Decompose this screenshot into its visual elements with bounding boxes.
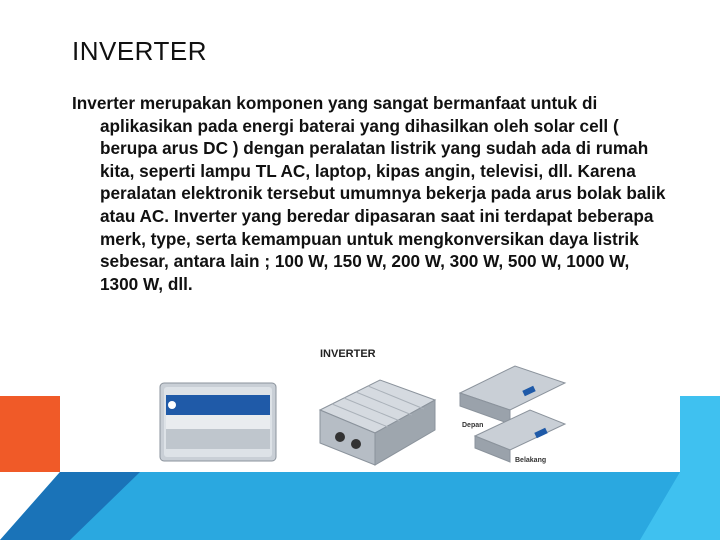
power-inverter-image-1 [158,375,278,470]
power-inverter-image-3 [455,358,570,470]
orange-corner-shape [0,396,60,472]
label-front: Depan [462,422,484,429]
slide-title: INVERTER [72,36,207,66]
label-back: Belakang [515,457,547,464]
slide-body-text: Inverter merupakan komponen yang sangat bermanfaat untuk di aplikasikan pada energi baterai yang dihasilkan oleh solar cell ( berupa arus DC ) dengan peralatan listrik yang sudah ada di rumah kita, seperti lampu TL AC, laptop, kipas angin, televisi, dll. Karena peralatan elektronik tersebut umumnya bekerja pada arus bolak balik atau AC. Inverter yang beredar dipasaran saat ini terdapat beberapa merk, type, serta kemampuan untuk mengkonversikan daya listrik sebesar, antara lain ; 100 W, 150 W, 200 W, 300 W, 500 W, 1000 W, 1300 W, dll. [72,93,666,294]
inverter-figure [150,340,570,470]
figure-title: INVERTER [320,348,376,360]
power-inverter-image-2 [310,365,440,470]
